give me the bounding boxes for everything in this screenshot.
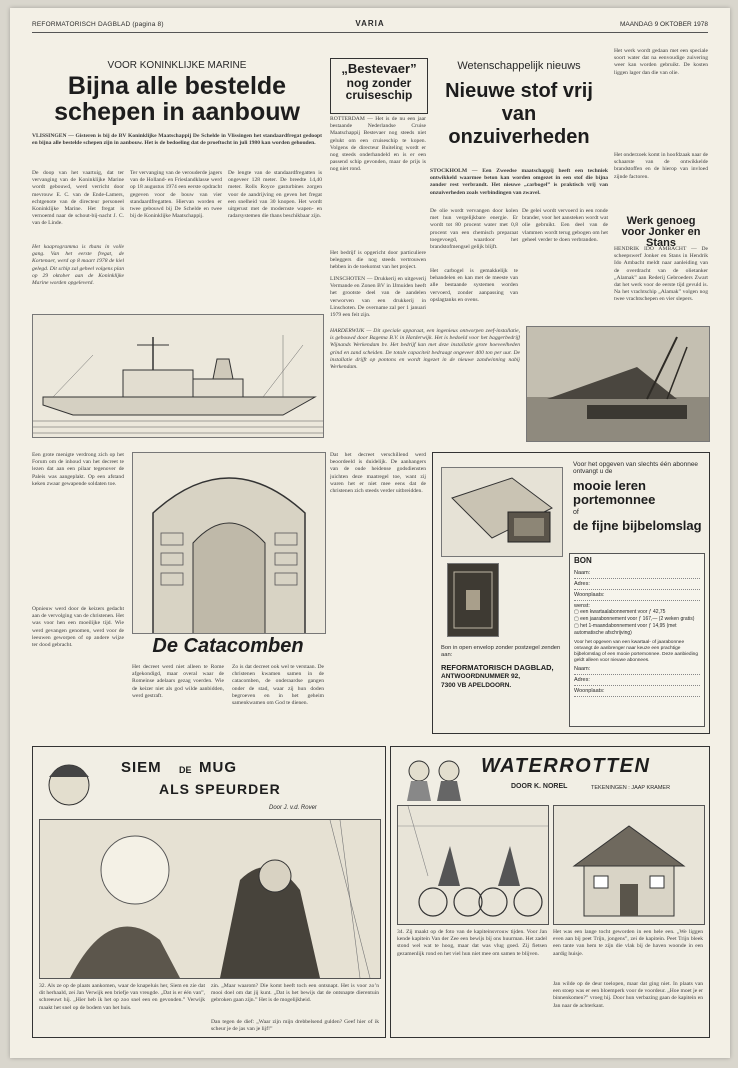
cruise-body-1: ROTTERDAM — Het is de nu een jaar bestaande Nederlandse Cruise Maatschappij Bestevaer nog steeds niet gelukt om een cruiseschip te kopen. Volgens de directeur Buiteling wordt er nog steeds onderhandeld en is er een passend schip gevonden, maar de prijs is nog niet rond. <box>330 116 426 173</box>
ad-address <box>441 663 565 690</box>
siem-portrait-drawing <box>39 753 99 813</box>
form-option-quarter-label: een kwartaalabonnement voor ƒ 42,75 <box>580 609 666 615</box>
form-option-month-label: het 1-maandabonnement voor ƒ 14,95 (met automatische afschrijving) <box>574 623 677 636</box>
form-city-field[interactable]: Woonplaats: <box>574 590 700 601</box>
siem-caption-3: Dan tegen de dief: „Waar zijn mijn drebbelsend gulden? Geef hier of ik scheur je de jas van je lijf!” <box>211 1019 379 1033</box>
bible-cover-drawing <box>448 564 498 636</box>
form-address-field-2[interactable]: Adres: <box>574 675 700 686</box>
waterrotten-panel-2 <box>553 805 705 925</box>
cyclists-drawing <box>398 806 548 924</box>
waterrotten-kids-drawing <box>397 751 477 801</box>
science-headline: Nieuwe stof vrij van onzuiverheden <box>445 80 593 148</box>
cruise-headline: nog zonder cruiseschip <box>345 76 413 103</box>
siem-title-c: ALS SPEURDER <box>159 781 281 797</box>
checkbox-icon[interactable]: ▢ <box>574 609 581 615</box>
waterrotten-author: DOOR K. NOREL <box>511 783 568 790</box>
siem-caption-2: zin. „Maar waarom? Die komt heeft toch een ontsnapt. Het is voor zo’n mooi doel om dat jij kunt. „Dat is het bewijs dat de ontsnapte dierentuin gebroken gaan zijn.” Het is de mogelijkheid. <box>211 983 379 1004</box>
cruise-body-3: LINSCHOTEN — Drukkerij en uitgeverij Vermande en Zonen BV in IJmuiden heeft het grootste deel van de aandelen verworven van een drukkerij in Linschoten. De overname zal per 1 januari 1979 een feit zijn. <box>330 276 426 319</box>
waterrotten-artist: TEKENINGEN : JAAP KRAMER <box>591 785 671 791</box>
frigate-drawing <box>33 315 323 437</box>
jonker-body: HENDRIK IDO AMBACHT — De scheepswerf Jonker en Stans in Hendrik Ido Ambacht meldt naar aanleiding van de overdracht van de olietanker „Alamak” aan Rederij Gebroeders Zwart dat het werk voor de eerste tijd gevuld is. Na het vrachtschip „Alamak” volgen nog twee vrachtschepen en vier slepers. <box>614 246 708 303</box>
form-title: BON <box>574 556 592 565</box>
dredging-installation-photo <box>527 327 709 441</box>
ad-title-wallet: mooie leren portemonnee <box>573 478 656 508</box>
navy-body-4: Het kaaprogramma is thans in volle gang. Van het eerste fregat, de Kortenaer, werd op 8 maart 1978 de kiel gelegd. Dit schip zal geheel volgens plan op 29 oktober aan de Koninklijke Marine worden opgeleverd. <box>32 244 124 287</box>
form-option-year-label: een jaarabonnement voor ƒ 167,— (2 weken gratis) <box>580 616 695 622</box>
siem-title-b: MUG <box>199 759 237 776</box>
jonker-headline: Werk genoeg voor Jonker en Stans <box>621 215 701 250</box>
ad-address-line-1: REFORMATORISCH DAGBLAD, <box>441 663 554 672</box>
catacomben-body-2: Opnieuw werd door de keizers gedacht aan de vervolging van de christenen. Het was voor hen een moeilijke tijd. Wie werd gevangen genomen, werd voor de leeuwen geworpen of op andere wijze ter dood gebracht. <box>32 606 124 649</box>
frigate-illustration <box>32 314 324 438</box>
cruise-body-2: Het bedrijf is opgericht door particuliere beleggers die nog steeds vertrouwen hebben in de toekomst van het project. <box>330 250 426 271</box>
science-body-5: Het onderzoek komt in hoofdzaak naar de schaarste van de ontwikkelde brandstoffen en de hierop van invloed zijnde factoren. <box>614 152 708 180</box>
wallet-image <box>441 467 563 557</box>
subscription-ad <box>432 452 710 734</box>
header-date: MAANDAG 9 OKTOBER 1978 <box>619 21 708 28</box>
page-header <box>32 18 708 33</box>
comic-siem-de-mug <box>32 746 386 1038</box>
navy-headline: Bijna alle bestelde schepen in aanbouw <box>54 72 300 126</box>
navy-body-1: De doop van het vaartuig, dat ter vervanging van de Koninklijke Marine wordt gebouwd, werd verricht door mevrouw E. C. van de Ende-Lamers, echtgenote van de directeur personeel Koninklijke Marine. Het fregat is vernoemd naar de schout-bij-nacht J. C. van de Linde. <box>32 170 124 227</box>
harderwijk-caption: HARDERWIJK — Dit speciale apparaat, een ingenieus ontworpen zeef-installatie, is gebouwd door Bagema B.V. in Harderwijk. Het is bedoeld voor het baggerbedrijf Wijnands Werkendam bv. Het bedrijf kan met deze installatie grote hoeveelheden grind en zand scheiden. De totale capaciteit bedraagt ongeveer 400 ton per uur. De installatie drijft op pontons en wordt ingezet in de nieuwe zandwinning nabij Werkendam. <box>330 328 520 371</box>
navy-body-3: De lengte van de standaardfregatten is ongeveer 128 meter. De breedte 14,40 meter. Rolls Royce gasturbines zorgen voor de aandrijving en geven het fregat een snelheid van 30 knopen. Het wordt uitgerust met de modernste wapen- en radarsystemen die thans beschikbaar zijn. <box>228 170 322 220</box>
science-lead: STOCKHOLM — Een Zweedse maatschappij heeft een techniek ontwikkeld waarmee beton kan worden omgezet in een stof die bijna zonder rest verbrandt. Het nieuwe „carbogel” is praktisch vrij van onzuiverheden zoals verbindingen van zwavel. <box>430 168 608 196</box>
form-option-month[interactable] <box>574 623 700 637</box>
navy-body-2: Ter vervanging van de verouderde jagers van de Holland- en Frieslandklasse werd op 18 augustus 1974 een eerste opdracht gegeven voor de bouw van vier standaardfregatten. Hiervan worden er twee gebouwd bij De Schelde en twee bij de Koninklijke Maatschappij. <box>130 170 222 220</box>
form-name-field[interactable]: Naam: <box>574 568 700 579</box>
ad-title-bible-cover: de fijne bijbelomslag <box>573 518 702 533</box>
catacomb-tunnel-drawing <box>133 453 325 633</box>
comic-waterrotten <box>390 746 710 1038</box>
navy-lead: VLISSINGEN — Gisteren is bij de BV Koninklijke Maatschappij De Schelde in Vlissingen het standaardfregat gedoopt en bijna alle bestelde schepen zijn in aanbouw. Het is de bedoeling dat de proeftocht in juli 1980 kan worden gehouden. <box>32 133 322 147</box>
siem-panel-1 <box>39 819 381 979</box>
siem-panel-drawing <box>40 820 380 978</box>
waterrotten-caption-3: Jan wilde op de deur toelopen, maar dat ging niet. In plaats van een stoep was er een bloemperk voor de voordeur. „Hoe moet je er binnenkomen?” vroeg hij. Door hun verbazing gaan de kapitein en Jan naar de achterkant. <box>553 981 703 1009</box>
science-body-3: De gelei wordt vervoerd in een ronde brander, voor het aansteken wordt wat olie gebruikt. Een deel van de vlammen wordt terug gebogen om het geheel verder te doen verbranden. <box>522 208 608 243</box>
bible-cover-image <box>447 563 499 637</box>
ad-address-line-2: ANTWOORDNUMMER 92, <box>441 673 521 680</box>
ad-or: of <box>573 509 579 516</box>
catacomben-body-4: Dat het decreet verschillend werd beoordeeld is duidelijk. De aanhangers van de oude heidense godsdiensten juichten deze maatregel toe, want zij waren het er niet mee eens dat de christenen zich steeds verder uitbreidden. <box>330 452 426 495</box>
form-option-quarter[interactable] <box>574 609 700 616</box>
siem-caption-1: 32. Als ze op de plaats aankomen, waar de knapeluis her, Siem en zie dat dit herhaald, zei Jan Verwijk een briefje van vreugde. „Dat is er één van”, schreeuwt hij. „Hier heb ik het op zoo snel een en gevonden.” Verwijk maakt het snel op de bodem van het huis. <box>39 983 205 1011</box>
ad-intro: Voor het opgeven van slechts één abonnee ontvangt u de <box>573 461 699 475</box>
ad-address-line-3: 7300 VB APELDOORN. <box>441 682 512 689</box>
siem-title-de: DE <box>179 765 192 775</box>
science-body-1: De olie wordt vervangen door kolen met hun vergelijkbare energie. Er wordt tot 80 procent water met 0,8 procent van een chemisch preparaat toegevoegd, waardoor het brandstofmengsel gelijk blijft. <box>430 208 518 251</box>
header-section: VARIA <box>355 19 385 28</box>
form-name-field-2[interactable]: Naam: <box>574 664 700 675</box>
siem-title-a: SIEM <box>121 759 162 776</box>
siem-credit: Door J. v.d. Rover <box>269 805 317 811</box>
form-option-year[interactable] <box>574 616 700 623</box>
form-wenst: wenst: <box>574 603 590 609</box>
waterrotten-title: WATERROTTEN <box>481 755 651 777</box>
wallet-drawing <box>442 468 562 556</box>
form-address-field[interactable]: Adres: <box>574 579 700 590</box>
waterrotten-caption-2: Het was een lange tocht geworden in een hele een. „We liggen even aan bij peet Trijn, jongens”, zei de kapitein. Peet Trijn bleek een tante van hem te zijn die vlak bij de haven woonde in een aardig huisje. <box>553 929 703 957</box>
newspaper-page <box>10 8 730 1058</box>
ad-send-label: Bon in open envelop zonder postzegel zenden aan: <box>441 645 561 658</box>
subscription-form <box>569 553 705 727</box>
catacomben-body-3b: Zo is dat decreet ook wel te verstaan. De christenen kwamen samen in de catacomben, de onderaardse gangen onder de stad, waar zij hun doden begroeven en in het geheim samenkwamen om God te dienen. <box>232 664 324 707</box>
harderwijk-photo <box>526 326 710 442</box>
form-new-subscriber-note: Voor het opgeven van een kwartaal- of jaarabonnee ontvangt de aanbrenger naar keuze een prachtige bijbelomslag of een mooie portemonnee. Deze aanbieding geldt alleen voor nieuwe abonnees. <box>574 640 699 663</box>
checkbox-icon[interactable]: ▢ <box>574 623 581 629</box>
catacomben-body-3: Het decreet werd niet alleen te Rome afgekondigd, maar overal waar de Romeinse adelaars gezag voerden. Wie de keizer niet als god wilde aanbidden, werd gestraft. <box>132 664 224 699</box>
waterrotten-caption-1: 34. Zij maakt op de foto van de kapiteinsvrouw tijden. Voor Jan kende kapitein Van der Zee een bewijs bij ons huurman. Het zadel stond wel wat te hoog, maar dat was vlug goed. Zij fietsen gezamenlijk rond en het viel hun niet mee om samen te blijven. <box>397 929 547 957</box>
catacomben-illustration <box>132 452 326 634</box>
waterrotten-panel-1 <box>397 805 549 925</box>
siem-title-panel <box>39 753 379 815</box>
house-drawing <box>554 806 704 924</box>
form-options <box>574 609 700 637</box>
cruise-headline-quoted: „Bestevaer” <box>341 61 417 76</box>
science-body-2: Het carbogel is gemakkelijk te behandelen en kan met de meeste van alle bestaande systemen worden vervoerd, zonder aanpassing van opslagtanks en ovens. <box>430 268 518 303</box>
catacomben-body-1: Een grote menigte verdrong zich op het Forum om de inhoud van het decreet te lezen dat aan een pilaar tegenover de Paleis was aangeplakt. Op een afstand keken zwaar gewapende soldaten toe. <box>32 452 124 487</box>
science-kicker: Wetenschappelijk nieuws <box>457 60 581 72</box>
navy-kicker: VOOR KONINKLIJKE MARINE <box>107 60 247 71</box>
checkbox-icon[interactable]: ▢ <box>574 616 581 622</box>
catacomben-title: De Catacomben <box>152 635 304 657</box>
header-left: REFORMATORISCH DAGBLAD (pagina 8) <box>32 21 164 28</box>
form-city-field-2[interactable]: Woonplaats: <box>574 686 700 697</box>
cruise-headline-box <box>330 58 428 114</box>
science-body-4: Het werk wordt gedaan met een speciale soort water dat na eenvoudige zuivering weer kan worden gebruikt. De kosten liggen lager dan die van olie. <box>614 48 708 76</box>
